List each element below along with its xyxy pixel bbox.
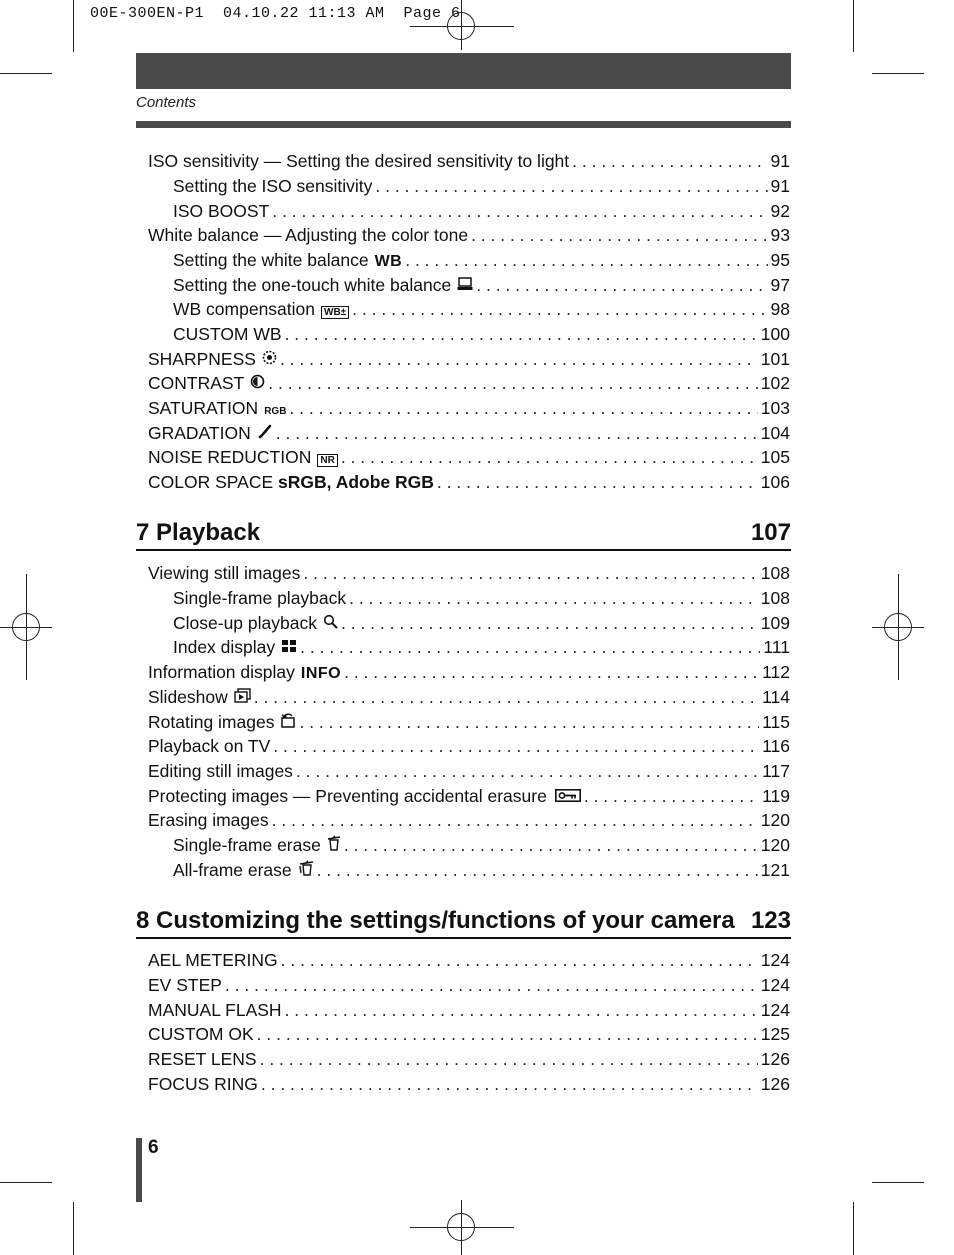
toc-entry[interactable]: SATURATION RGB . . . 103 [148,396,790,420]
slideshow-icon [234,687,251,711]
header-rule [136,121,791,128]
crop-mark [0,1182,52,1183]
toc-entry[interactable]: White balance — Adjusting the color tone . . . 93 [148,223,790,247]
print-slug: 00E-300EN-P1 04.10.22 11:13 AM Page 6 [90,5,461,22]
index-icon [281,637,297,661]
toc-entry[interactable]: Protecting images — Preventing accidental erasure . . . 119 [148,784,790,808]
header-bar [136,53,791,89]
toc-entry[interactable]: RESET LENS . . . 126 [148,1047,790,1071]
section-label: Contents [136,94,197,111]
toc-entry[interactable]: Viewing still images . . . 108 [148,561,790,585]
toc-entry[interactable]: Single-frame playback . . . 108 [173,586,790,610]
rotate-icon [280,712,296,736]
trash-icon [327,835,341,859]
toc-entry[interactable]: Slideshow . . . 114 [148,685,790,709]
chapter-heading-8[interactable]: 8 Customizing the settings/functions of your camera 123 [136,905,791,939]
toc-entry[interactable]: ISO sensitivity — Setting the desired sensitivity to light . . . 91 [148,149,790,173]
crop-mark [872,1182,924,1183]
one-touch-wb-icon [457,275,473,299]
protect-key-icon [555,786,581,810]
registration-mark [410,1227,514,1228]
crop-mark [73,0,74,52]
toc-entry[interactable]: Index display . . . 111 [173,635,790,659]
gradation-icon [257,423,273,447]
registration-mark [0,627,52,628]
toc-entry[interactable]: MANUAL FLASH . . . 124 [148,998,790,1022]
contrast-icon [250,373,265,397]
toc-entry[interactable]: CUSTOM WB . . . 100 [173,322,790,346]
info-icon: INFO [300,665,342,682]
crop-mark [872,73,924,74]
toc-entry[interactable]: Setting the one-touch white balance . . . 97 [173,273,790,297]
toc-entry[interactable]: FOCUS RING . . . 126 [148,1072,790,1096]
registration-mark [461,0,462,50]
toc-entry[interactable]: AEL METERING . . . 124 [148,948,790,972]
toc-entry[interactable]: GRADATION . . . 104 [148,421,790,445]
page-number-bar [136,1138,142,1202]
crop-mark [0,73,52,74]
toc-entry[interactable]: WB compensation WB± . . . 98 [173,297,790,321]
toc-entry[interactable]: Single-frame erase . . . 120 [173,833,790,857]
toc-entry[interactable]: All-frame erase . . . 121 [173,858,790,882]
toc-entry[interactable]: NOISE REDUCTION NR . . . 105 [148,445,790,469]
toc-entry[interactable]: COLOR SPACE sRGB, Adobe RGB . . . 106 [148,470,790,494]
toc-entry[interactable]: ISO BOOST . . . 92 [173,199,790,223]
crop-mark [853,0,854,52]
wb-compensation-icon: WB± [321,306,349,319]
toc-entry[interactable]: Setting the white balance WB . . . 95 [173,248,790,272]
chapter-heading-7[interactable]: 7 Playback 107 [136,517,791,551]
saturation-icon: RGB [264,406,287,417]
wb-icon: WB [374,253,403,270]
magnifier-icon [323,613,338,637]
color-space-values: sRGB, Adobe RGB [278,472,434,492]
page-number: 6 [148,1137,159,1158]
toc-entry[interactable]: Setting the ISO sensitivity . . . 91 [173,174,790,198]
toc-entry[interactable]: Close-up playback . . . 109 [173,611,790,635]
toc-entry[interactable]: Information display INFO . . . 112 [148,660,790,684]
registration-mark [410,26,514,27]
registration-mark [872,627,924,628]
crop-mark [73,1202,74,1255]
noise-reduction-icon: NR [317,454,337,467]
sharpness-icon [262,349,277,373]
crop-mark [853,1202,854,1255]
toc-entry[interactable]: CUSTOM OK . . . 125 [148,1022,790,1046]
toc-entry[interactable]: SHARPNESS . . . 101 [148,347,790,371]
toc-entry[interactable]: EV STEP . . . 124 [148,973,790,997]
toc-entry[interactable]: CONTRAST . . . 102 [148,371,790,395]
trash-all-icon [298,860,314,884]
toc-entry[interactable]: Erasing images . . . 120 [148,808,790,832]
toc-entry[interactable]: Rotating images . . . 115 [148,710,790,734]
toc-entry[interactable]: Editing still images . . . 117 [148,759,790,783]
toc-entry[interactable]: Playback on TV . . . 116 [148,734,790,758]
